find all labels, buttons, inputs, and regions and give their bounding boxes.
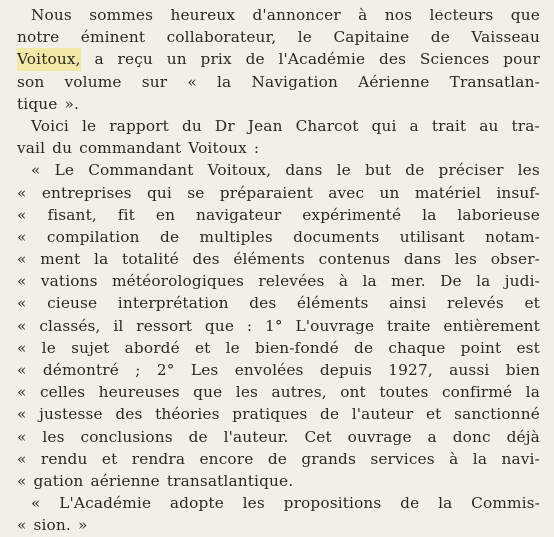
text-line: « classés, il ressort que : 1° L'ouvrage traite entièrement <box>17 316 540 335</box>
text-line: Voici le rapport du Dr Jean Charcot qui a trait au tra- <box>31 116 540 135</box>
text-line: « entreprises qui se préparaient avec un matériel insuf- <box>17 183 540 202</box>
text-line: « cieuse interprétation des éléments ainsi relevés et <box>17 294 540 313</box>
text-line: Voitoux, a reçu un prix de l'Académie des Sciences pour <box>17 48 540 70</box>
text-line: « rendu et rendra encore de grands services à la navi- <box>17 449 540 468</box>
text-line: « sion. » <box>17 516 88 535</box>
text-line: « compilation de multiples documents utilisant notam- <box>17 227 540 246</box>
text-line: notre éminent collaborateur, le Capitaine de Vaisseau <box>17 28 540 47</box>
text-line: « démontré ; 2° Les envolées depuis 1927, aussi bien <box>17 361 540 379</box>
text-line: « gation aérienne transatlantique. <box>17 471 294 490</box>
text-line: « Le Commandant Voitoux, dans le but de préciser les <box>31 161 540 180</box>
text-line: vail du commandant Voitoux : <box>17 139 260 158</box>
text-line: « vations météorologiques relevées à la mer. De la judi- <box>17 272 540 291</box>
text-line: Nous sommes heureux d'annoncer à nos lecteurs que <box>31 6 540 24</box>
text-line: « les conclusions de l'auteur. Cet ouvrage a donc déjà <box>17 427 540 446</box>
text-line: « justesse des théories pratiques de l'auteur et sanctionné <box>17 405 540 424</box>
article-body <box>17 4 540 537</box>
text-line: « L'Académie adopte les propositions de la Commis- <box>31 494 540 513</box>
text-line: son volume sur « la Navigation Aérienne Transatlan- <box>17 72 540 91</box>
text-line: « celles heureuses que les autres, ont toutes confirmé la <box>17 383 540 402</box>
text-line: tique ». <box>17 94 80 113</box>
text-line: « ment la totalité des éléments contenus dans les obser- <box>17 250 540 269</box>
text-line: « le sujet abordé et le bien-fondé de chaque point est <box>17 338 540 357</box>
text-line: « fisant, fit en navigateur expérimenté la laborieuse <box>17 205 540 224</box>
